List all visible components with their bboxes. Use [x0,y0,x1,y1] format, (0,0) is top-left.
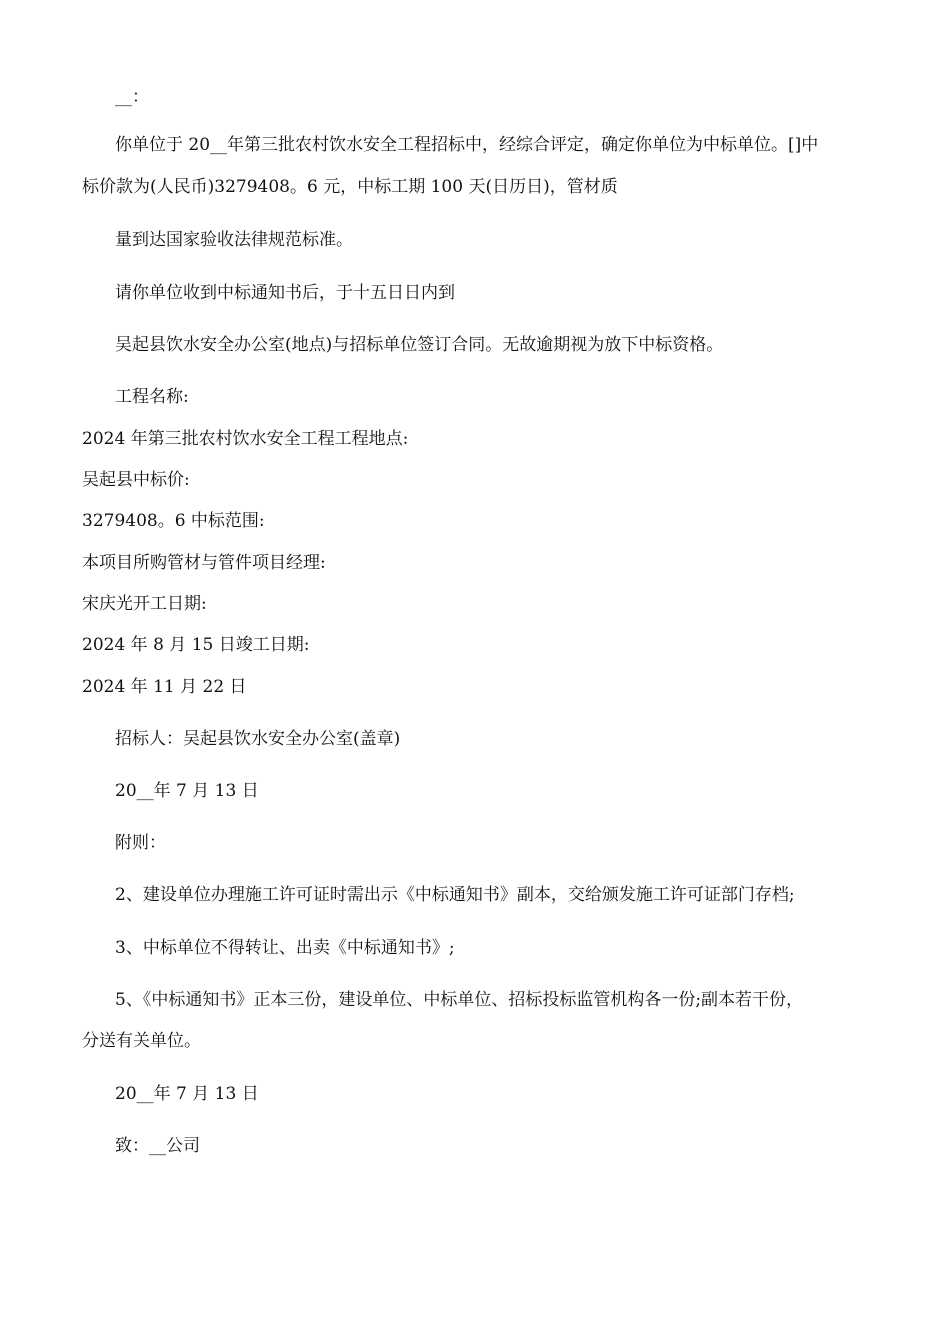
field-line: 2024 年 8 月 15 日竣工日期: [82,635,310,655]
paragraph-line: 请你单位收到中标通知书后，于十五日日内到 [115,283,455,303]
date-line: 20__年 7 月 13 日 [115,1084,259,1104]
appendix-heading: 附则： [115,833,166,853]
date-line: 20__年 7 月 13 日 [115,781,259,801]
appendix-item: 5、《中标通知书》正本三份，建设单位、中标单位、招标投标监管机构各一份;副本若干份， [115,990,804,1010]
appendix-item-continuation: 分送有关单位。 [82,1031,201,1051]
paragraph-line: 吴起县饮水安全办公室(地点)与招标单位签订合同。无故逾期视为放下中标资格。 [115,335,724,355]
recipient-line: 致：__公司 [115,1136,200,1156]
field-line: 2024 年第三批农村饮水安全工程工程地点: [82,429,409,449]
field-line: 宋庆光开工日期: [82,594,207,614]
field-line: 本项目所购管材与管件项目经理: [82,553,326,573]
paragraph-line: 标价款为(人民币)3279408。6 元，中标工期 100 天(日历日)，管材质 [82,177,618,197]
paragraph-line: 你单位于 20__年第三批农村饮水安全工程招标中，经综合评定，确定你单位为中标单位。[]中 [115,135,819,155]
salutation-line: __： [115,87,149,107]
issuer-line: 招标人：吴起县饮水安全办公室(盖章) [115,729,401,749]
field-line: 3279408。6 中标范围: [82,511,265,531]
paragraph-line: 量到达国家验收法律规范标准。 [115,230,353,250]
field-line: 吴起县中标价: [82,470,190,490]
appendix-item: 3、中标单位不得转让、出卖《中标通知书》; [115,938,455,958]
field-label: 工程名称: [115,387,189,407]
field-line: 2024 年 11 月 22 日 [82,677,247,697]
appendix-item: 2、建设单位办理施工许可证时需出示《中标通知书》副本，交给颁发施工许可证部门存档; [115,885,795,905]
